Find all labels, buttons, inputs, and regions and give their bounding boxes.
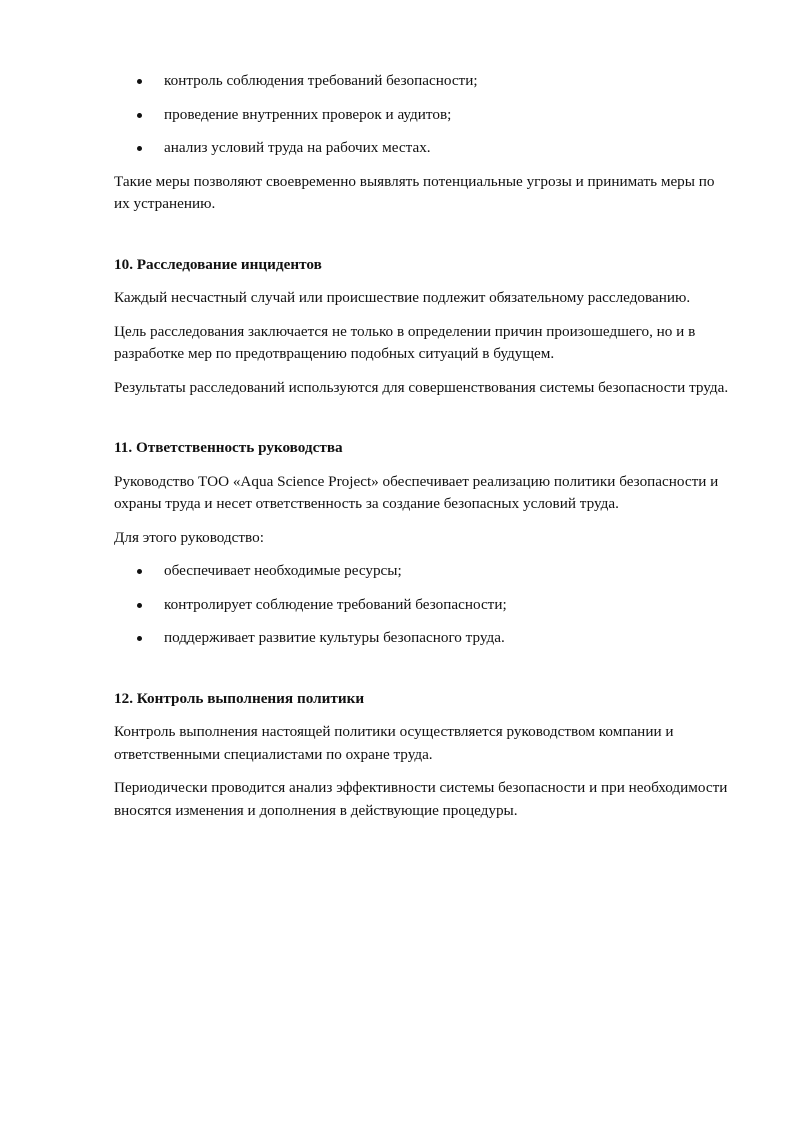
bullet-icon [137, 146, 142, 151]
section-11-bullet-list [114, 560, 734, 650]
list-item [114, 137, 734, 160]
page-content [114, 70, 734, 833]
list-item [114, 104, 734, 127]
section-10 [114, 254, 734, 400]
list-item [114, 70, 734, 93]
section-12-title: 12. Контроль выполнения политики [114, 689, 365, 707]
intro-paragraph: Такие меры позволяют своевременно выявлять потенциальные угрозы и принимать меры по их устранению. [114, 172, 715, 212]
list-item [114, 560, 734, 583]
section-10-title: 10. Расследование инцидентов [114, 255, 322, 273]
list-item [114, 627, 734, 650]
list-item-text: обеспечивает необходимые ресурсы; [164, 562, 402, 579]
section-12-paragraph-2: Периодически проводится анализ эффективности системы безопасности и при необходимости вносятся изменения и дополнения в действующие процедуры. [114, 779, 728, 819]
bullet-icon [137, 113, 142, 118]
intro-bullet-list [114, 70, 734, 160]
bullet-icon [137, 603, 142, 608]
list-item-text: поддерживает развитие культуры безопасного труда. [164, 629, 505, 646]
bullet-icon [137, 569, 142, 574]
bullet-icon [137, 636, 142, 641]
section-10-paragraph-2: Цель расследования заключается не только в определении причин произошедшего, но и в разработке мер по предотвращению подобных ситуаций в будущем. [114, 322, 696, 362]
list-item-text: контролирует соблюдение требований безопасности; [164, 595, 507, 613]
section-11-paragraph-2: Для этого руководство: [114, 528, 264, 546]
section-11 [114, 437, 734, 650]
section-10-paragraph-3: Результаты расследований используются для совершенствования системы безопасности труда. [114, 378, 729, 396]
list-item-text: контроль соблюдения требований безопасности; [164, 72, 478, 89]
section-10-paragraph-1: Каждый несчастный случай или происшествие подлежит обязательному расследованию. [114, 289, 691, 306]
section-12 [114, 688, 734, 823]
bullet-icon [137, 79, 142, 84]
list-item-text: проведение внутренних проверок и аудитов; [164, 105, 452, 123]
list-item [114, 594, 734, 617]
list-item-text: анализ условий труда на рабочих местах. [164, 139, 431, 156]
section-12-paragraph-1: Контроль выполнения настоящей политики осуществляется руководством компании и ответственными специалистами по охране труда. [114, 723, 674, 763]
section-11-paragraph-1: Руководство ТОО «Aqua Science Project» обеспечивает реализацию политики безопасности и охраны труда и несет ответственность за создание безопасных условий труда. [114, 472, 719, 512]
section-11-title: 11. Ответственность руководства [114, 439, 343, 456]
